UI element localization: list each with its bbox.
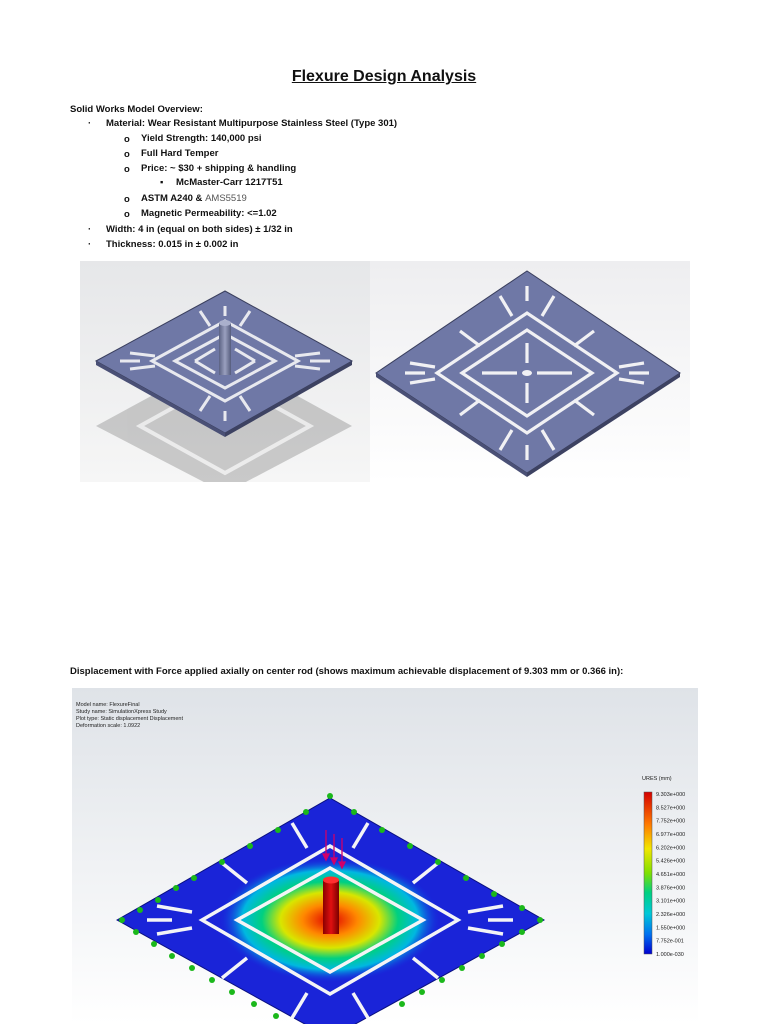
- info-study-name: Study name: SimulationXpress Study: [76, 709, 167, 715]
- displacement-caption: Displacement with Force applied axially on center rod (shows maximum achievable displacement of 9.303 mm or 0.366 in):: [70, 666, 624, 677]
- permeability-line: Magnetic Permeability: <=1.02: [141, 208, 277, 219]
- fea-rod-top: [323, 877, 339, 884]
- legend-value: 9.303e+000: [656, 792, 686, 798]
- fea-displacement-plot: [72, 688, 698, 1024]
- legend-color-bar: [644, 792, 652, 954]
- thickness-line: Thickness: 0.015 in ± 0.002 in: [106, 239, 239, 250]
- temper-line: Full Hard Temper: [141, 148, 219, 159]
- info-model-name: Model name: FlexureFinal: [76, 702, 140, 708]
- legend-value: 1.000e-030: [656, 952, 684, 958]
- legend-title: URES (mm): [642, 776, 672, 782]
- bullet-circle: o: [124, 209, 130, 220]
- page-title: Flexure Design Analysis: [291, 68, 477, 85]
- legend-value: 5.426e+000: [656, 858, 686, 865]
- fea-render-svg: [72, 688, 698, 1024]
- bullet-circle: o: [124, 164, 130, 175]
- info-deformation-scale: Deformation scale: 1.0922: [76, 723, 141, 729]
- legend-value: 1.550e+000: [656, 925, 686, 932]
- bullet-square: ▪: [160, 177, 164, 188]
- bullet-circle: o: [124, 149, 130, 160]
- astm-line: [141, 193, 247, 204]
- fea-center-rod: [323, 880, 339, 934]
- legend-value: 6.202e+000: [656, 845, 686, 852]
- cad-model-images: [80, 261, 690, 482]
- price-line: Price: ~ $30 + shipping & handling: [141, 163, 297, 174]
- part-number-line: McMaster-Carr 1217T51: [176, 177, 283, 188]
- legend-value: 2.326e+000: [656, 912, 686, 918]
- info-plot-type: Plot type: Static displacement Displacement: [76, 716, 183, 722]
- cad-render-svg: [80, 261, 690, 482]
- right-center-hole: [522, 370, 532, 376]
- legend-value: 7.752e+000: [656, 818, 686, 825]
- astm-suffix: AMS5519: [205, 193, 247, 204]
- legend-value: 4.651e+000: [656, 872, 686, 878]
- astm-prefix: ASTM A240 &: [141, 193, 206, 204]
- overview-heading: Solid Works Model Overview:: [70, 104, 203, 115]
- legend-value: 7.752e-001: [656, 938, 684, 945]
- left-rod-top: [219, 320, 231, 326]
- bullet-circle: o: [124, 194, 130, 205]
- bullet-dot: ·: [88, 118, 92, 129]
- legend-value: 8.527e+000: [656, 805, 686, 812]
- bullet-dot: ·: [88, 239, 92, 250]
- yield-line: Yield Strength: 140,000 psi: [141, 133, 262, 144]
- width-line: Width: 4 in (equal on both sides) ± 1/32 in: [106, 224, 293, 235]
- bullet-circle: o: [124, 134, 130, 145]
- legend-value: 6.977e+000: [656, 832, 686, 838]
- legend-value: 3.101e+000: [656, 898, 686, 905]
- left-center-rod: [219, 323, 231, 375]
- legend-value: 3.876e+000: [656, 885, 686, 892]
- material-line: Material: Wear Resistant Multipurpose Stainless Steel (Type 301): [106, 118, 398, 129]
- bullet-dot: ·: [88, 224, 92, 235]
